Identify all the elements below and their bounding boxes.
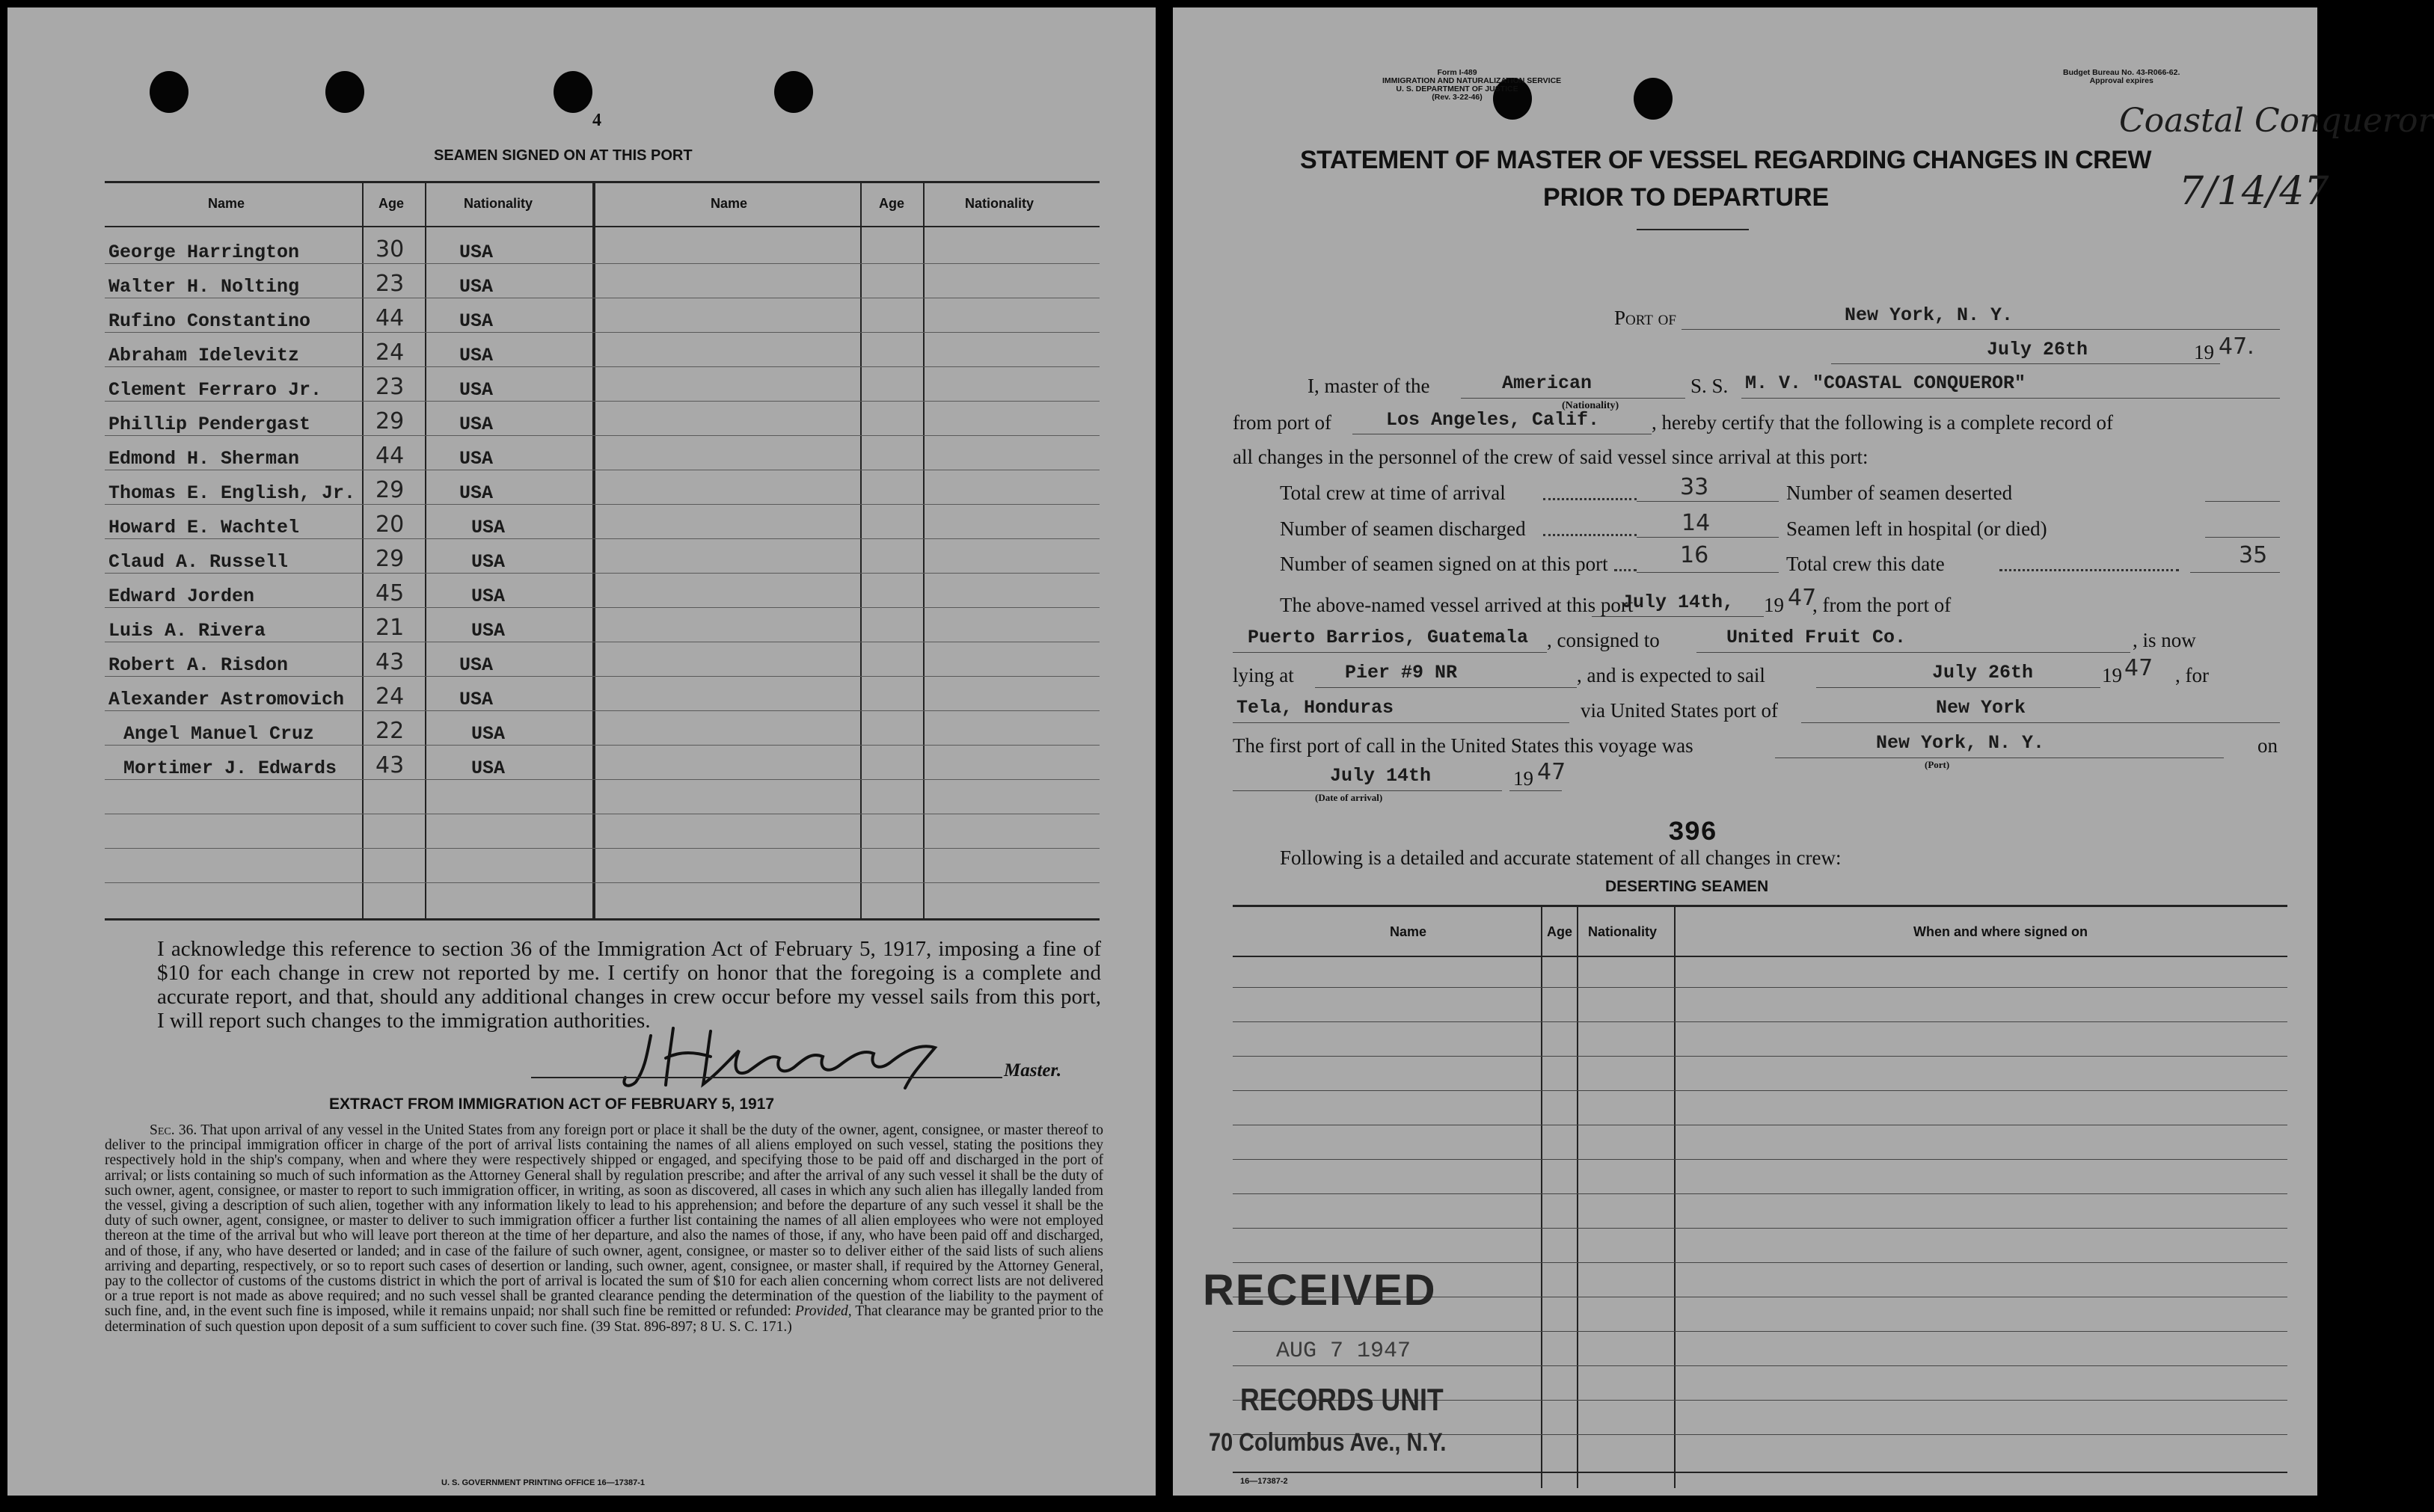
stat-underline xyxy=(1637,572,1779,573)
form-subtitle: PRIOR TO DEPARTURE xyxy=(1543,183,1830,212)
column-divider xyxy=(592,181,595,920)
date-underline xyxy=(1831,363,2220,364)
table-row-line xyxy=(105,538,1100,539)
deserting-table-top xyxy=(1233,905,2287,907)
origin-port: Puerto Barrios, Guatemala xyxy=(1248,627,1529,648)
seaman-nationality: USA xyxy=(459,414,494,435)
extract-section: Sec. 36. xyxy=(150,1122,197,1138)
extract-body xyxy=(105,1123,1103,1335)
table-row-line xyxy=(105,332,1100,333)
column-header-age: Age xyxy=(879,196,905,211)
stat-value-discharged: 14 xyxy=(1682,510,1711,536)
deserting-row-line xyxy=(1233,1056,2287,1057)
seaman-name: Edmond H. Sherman xyxy=(108,448,300,470)
stat-leader xyxy=(1614,569,1637,571)
seaman-age: 44 xyxy=(375,305,405,331)
sail-date: July 26th xyxy=(1932,662,2034,683)
page-number: 4 xyxy=(592,111,601,130)
form-department: U. S. DEPARTMENT OF JUSTICE xyxy=(1396,84,1518,93)
budget-bureau: Budget Bureau No. 43-R066-62. xyxy=(2063,68,2180,77)
consignee-underline xyxy=(1696,652,2130,653)
first-port: New York, N. Y. xyxy=(1876,732,2045,754)
signature-text: JHStreeley xyxy=(778,1013,782,1014)
certify-text: , hereby certify that the following is a complete record of xyxy=(1652,411,2114,434)
acknowledgement-text: I acknowledge this reference to section 36 of the Immigration Act of February 5, 1917, imposing a fine of $10 for each change in crew not reported by me. I certify on honor that the foregoing is a complete and accurate report, and that, should any additional changes in crew occur before my vessel sails from this port, I will report such changes to the immigration authorities. xyxy=(157,937,1101,1033)
first-port-underline xyxy=(1775,757,2224,758)
seaman-name: Clement Ferraro Jr. xyxy=(108,379,322,401)
stat-label: Seamen left in hospital (or died) xyxy=(1786,517,2047,540)
lying-at-label: lying at xyxy=(1233,664,1294,686)
seaman-name: Claud A. Russell xyxy=(108,551,289,573)
seaman-age: 45 xyxy=(375,580,405,606)
master-of-label: I, master of the xyxy=(1308,375,1430,397)
seaman-age: 29 xyxy=(375,408,405,434)
seaman-name: Luis A. Rivera xyxy=(108,620,266,642)
destination-underline xyxy=(1233,722,1569,723)
pier-underline xyxy=(1315,687,1577,688)
stat-underline xyxy=(1637,537,1779,538)
master-label: Master. xyxy=(1004,1060,1062,1081)
punch-hole xyxy=(554,71,592,113)
stat-label: Number of seamen deserted xyxy=(1786,482,2013,504)
stat-underline xyxy=(2190,572,2280,573)
deserting-column-nationality: Nationality xyxy=(1588,924,1658,939)
sail-underline xyxy=(1816,687,2100,688)
port-underline xyxy=(1682,329,2280,330)
seaman-nationality: USA xyxy=(459,689,494,710)
seaman-name: Phillip Pendergast xyxy=(108,414,311,435)
table-row-line xyxy=(105,882,1100,883)
right-page xyxy=(1173,7,2434,1496)
table-row-line xyxy=(105,607,1100,608)
deserting-column-name: Name xyxy=(1390,924,1427,939)
nationality-caption: (Nationality) xyxy=(1562,400,1619,411)
deserting-row-line xyxy=(1233,1159,2287,1160)
deserting-row-line xyxy=(1233,1228,2287,1229)
column-divider xyxy=(362,181,364,920)
stat-leader xyxy=(1543,534,1637,536)
ship-name: M. V. "COASTAL CONQUEROR" xyxy=(1745,372,2026,394)
table-row-line xyxy=(105,573,1100,574)
title-underline xyxy=(1637,229,1749,230)
deserting-row-line xyxy=(1233,1021,2287,1022)
stat-underline xyxy=(2205,537,2280,538)
stat-leader xyxy=(1543,498,1637,500)
seaman-age: 44 xyxy=(375,443,405,469)
deserting-row-line xyxy=(1233,1090,2287,1091)
column-divider xyxy=(923,181,925,920)
departure-date: July 26th xyxy=(1987,339,2088,360)
pier: Pier #9 NR xyxy=(1345,662,1458,683)
from-port-value: Los Angeles, Calif. xyxy=(1386,409,1600,431)
seaman-nationality: USA xyxy=(459,242,494,263)
records-address-stamp: 70 Columbus Ave., N.Y. xyxy=(1209,1428,1447,1457)
arrived-label: The above-named vessel arrived at this port xyxy=(1280,594,1634,616)
punch-hole xyxy=(774,71,813,113)
seaman-age: 21 xyxy=(375,615,405,641)
seaman-age: 20 xyxy=(375,511,405,538)
seaman-nationality: USA xyxy=(459,448,494,470)
budget-approval: Approval expires xyxy=(2089,76,2153,85)
departure-year-prefix: 19 xyxy=(2194,341,2214,363)
column-divider xyxy=(425,181,426,920)
stamped-number: 396 xyxy=(1668,817,1717,848)
on-label: on xyxy=(2257,734,2278,757)
table-bottom-rule xyxy=(105,918,1100,921)
ss-label: S. S. xyxy=(1690,375,1729,397)
table-row-line xyxy=(105,676,1100,677)
table-row-line xyxy=(105,710,1100,711)
table-row-line xyxy=(105,435,1100,436)
seaman-name: Alexander Astromovich xyxy=(108,689,345,710)
seaman-name: George Harrington xyxy=(108,242,300,263)
form-revision: (Rev. 3-22-46) xyxy=(1432,93,1483,102)
seaman-name: Abraham Idelevitz xyxy=(108,345,300,366)
deserting-heading: DESERTING SEAMEN xyxy=(1605,878,1769,895)
deserting-table-bottom xyxy=(1233,1472,2287,1473)
seaman-name: Robert A. Risdon xyxy=(108,654,289,676)
seaman-age: 23 xyxy=(375,271,405,297)
via-port: New York xyxy=(1936,697,2026,719)
seaman-nationality: USA xyxy=(459,310,494,332)
seaman-nationality: USA xyxy=(471,551,506,573)
port-value: New York, N. Y. xyxy=(1845,304,2014,326)
deserting-row-line xyxy=(1233,1331,2287,1332)
from-port-of-label: , from the port of xyxy=(1812,594,1952,616)
handwritten-date: 7/14/47 xyxy=(2179,169,2329,214)
stat-label: Number of seamen discharged xyxy=(1280,517,1526,540)
seaman-name: Howard E. Wachtel xyxy=(108,517,300,538)
first-port-label: The first port of call in the United States this voyage was xyxy=(1233,734,1693,757)
column-header-nationality: Nationality xyxy=(464,196,533,211)
seaman-age: 29 xyxy=(375,546,405,572)
stat-value-total-crew: 35 xyxy=(2239,542,2268,568)
column-header-age: Age xyxy=(378,196,405,211)
printer-line: U. S. GOVERNMENT PRINTING OFFICE 16—17387-1 xyxy=(441,1478,646,1487)
received-stamp: RECEIVED xyxy=(1203,1266,1437,1315)
punch-hole xyxy=(325,71,364,113)
deserting-table-header-rule xyxy=(1233,956,2287,957)
deserting-row-line xyxy=(1233,987,2287,988)
seaman-age: 24 xyxy=(375,339,405,366)
budget-header xyxy=(2063,69,2180,85)
master-signature xyxy=(606,1013,965,1095)
table-row-line xyxy=(105,504,1100,505)
via-label: via United States port of xyxy=(1581,699,1778,722)
handwritten-vessel-name: Coastal Conqueror xyxy=(2119,102,2434,140)
seaman-age: 29 xyxy=(375,477,405,503)
seaman-name: Thomas E. English, Jr. xyxy=(108,482,356,504)
seaman-age: 43 xyxy=(375,752,405,778)
seaman-name: Edward Jorden xyxy=(108,586,255,607)
table-row-line xyxy=(105,779,1100,780)
all-changes-text: all changes in the personnel of the crew of said vessel since arrival at this port: xyxy=(1233,446,1869,468)
first-year-prefix: 19 xyxy=(1513,767,1533,790)
nationality-value: American xyxy=(1502,372,1592,394)
signature-line xyxy=(531,1077,1002,1078)
table-header-rule xyxy=(105,226,1100,227)
column-header-nationality: Nationality xyxy=(965,196,1034,211)
first-year: 47 xyxy=(1537,759,1566,785)
via-underline xyxy=(1801,722,2280,723)
footer-code: 16—17387-2 xyxy=(1240,1477,1288,1486)
punch-hole xyxy=(1634,78,1673,120)
seaman-name: Walter H. Nolting xyxy=(108,276,300,298)
stat-value-total-arrival: 33 xyxy=(1680,474,1709,500)
deserting-column-divider xyxy=(1541,905,1542,1488)
form-title: STATEMENT OF MASTER OF VESSEL REGARDING CHANGES IN CREW xyxy=(1300,146,2151,174)
column-divider xyxy=(860,181,862,920)
nationality-underline xyxy=(1461,398,1685,399)
table-row-line xyxy=(105,366,1100,367)
form-agency: IMMIGRATION AND NATURALIZATION SERVICE xyxy=(1382,76,1562,85)
table-row-line xyxy=(105,745,1100,746)
table-row-line xyxy=(105,848,1100,849)
deserting-row-line xyxy=(1233,1365,2287,1366)
form-header xyxy=(1382,68,1562,102)
extract-text: That upon arrival of any vessel in the United States from any foreign port or place it shall be the duty of the owner, agent, consignee, or master thereof to deliver to the principal immigration officer in charge of the port of arrival lists containing the names of all aliens employed on such vessel, stating the positions they respectively hold in the ship's company, when and where they were respectively shipped or engaged, and specifying those to be paid off and discharged in the port of arrival; or lists containing so much of such information as the Attorney General shall by regulation prescribe; and after the arrival of any such vessel it shall be the duty of such owner, agent, consignee, or master to report to such immigration officer, in writing, as soon as discovered, all cases in which any such alien has illegally landed from the vessel, giving a description of such alien, together with any information likely to lead to his apprehension; and before the departure of any such vessel it shall be the duty of such owner, agent, consignee, or master to deliver to such immigration officer a further list containing the names of all alien employees who were not employed thereon at the time of the arrival but who will leave port thereon at the time of her departure, and also the names of those, if any, who have been paid off and discharged, and of those, if any, who have deserted or landed; and in case of the failure of such owner, agent, consignee, or master so to deliver either of the said lists of such aliens arriving and departing, respectively, or so to report such cases of desertion or landing, such owner, agent, consignee, or master shall, if required by the Attorney General, pay to the collector of customs of the customs district in which the port of arrival is located the sum of $10 for each alien concerning whom correct lists are not delivered or a true report is not made as above required; and no such vessel shall be granted clearance pending the determination of the question of the liability to the payment of such fine, and, in the event such fine is imposed, while it remains unpaid; nor shall such fine be remitted or refunded: xyxy=(105,1122,1103,1320)
date-caption: (Date of arrival) xyxy=(1315,792,1383,803)
extract-provided: Provided, xyxy=(794,1303,852,1320)
seaman-nationality: USA xyxy=(459,482,494,504)
stat-value-signed-on: 16 xyxy=(1680,542,1709,568)
deserting-column-divider xyxy=(1674,905,1676,1488)
left-page xyxy=(7,7,1156,1496)
ship-underline xyxy=(1741,398,2280,399)
deserting-row-line xyxy=(1233,1193,2287,1194)
records-unit-stamp: RECORDS UNIT xyxy=(1240,1382,1444,1417)
consignee: United Fruit Co. xyxy=(1726,627,1907,648)
form-number: Form I-489 xyxy=(1437,68,1477,77)
table-top-rule xyxy=(105,181,1100,183)
seaman-name: Rufino Constantino xyxy=(108,310,311,332)
arrival-year: 47 xyxy=(1788,585,1817,611)
stat-underline xyxy=(2205,501,2280,502)
seaman-name: Mortimer J. Edwards xyxy=(123,757,337,779)
seaman-name: Angel Manuel Cruz xyxy=(123,723,315,745)
arrival-underline xyxy=(1592,616,1764,617)
seaman-nationality: USA xyxy=(459,654,494,676)
stat-label: Total crew at time of arrival xyxy=(1280,482,1506,504)
seaman-nationality: USA xyxy=(471,586,506,607)
port-label: Port of xyxy=(1614,307,1676,329)
seaman-age: 22 xyxy=(375,718,405,744)
stat-underline xyxy=(1637,501,1779,502)
deserting-row-line xyxy=(1233,1262,2287,1263)
punch-hole xyxy=(150,71,188,113)
stat-leader xyxy=(1999,569,2179,571)
deserting-column-signed-on: When and where signed on xyxy=(1913,924,2088,939)
extract-title: EXTRACT FROM IMMIGRATION ACT OF FEBRUARY 5, 1917 xyxy=(329,1095,775,1113)
table-row-line xyxy=(105,401,1100,402)
deserting-column-divider xyxy=(1577,905,1578,1488)
seaman-nationality: USA xyxy=(471,723,506,745)
for-label: , for xyxy=(2175,664,2209,686)
sail-year-prefix: 19 xyxy=(2102,664,2122,686)
column-header-name: Name xyxy=(711,196,748,211)
column-header-name: Name xyxy=(208,196,245,211)
seaman-age: 30 xyxy=(375,236,405,262)
following-text: Following is a detailed and accurate statement of all changes in crew: xyxy=(1280,846,1842,869)
seaman-nationality: USA xyxy=(459,276,494,298)
first-arrival-date: July 14th xyxy=(1330,765,1432,787)
arrival-year-prefix: 19 xyxy=(1764,594,1784,616)
departure-year: 47. xyxy=(2219,334,2254,360)
seaman-age: 43 xyxy=(375,649,405,675)
extract-tail: That clearance may be granted prior to the determination of such question upon deposit of a sum sufficient to cover such fine. (39 Stat. 896-897; 8 U. S. C. 171.) xyxy=(105,1303,1104,1335)
table-row-line xyxy=(105,263,1100,264)
seaman-nationality: USA xyxy=(471,620,506,642)
seaman-age: 24 xyxy=(375,683,405,710)
is-now-label: , is now xyxy=(2133,629,2196,651)
expected-label: , and is expected to sail xyxy=(1577,664,1765,686)
from-port-label: from port of xyxy=(1233,411,1331,434)
consigned-label: , consigned to xyxy=(1547,629,1660,651)
seaman-nationality: USA xyxy=(459,345,494,366)
sail-year: 47 xyxy=(2124,655,2153,681)
stat-label: Number of seamen signed on at this port xyxy=(1280,553,1608,575)
origin-underline xyxy=(1233,652,1547,653)
received-date-stamp: AUG 7 1947 xyxy=(1276,1339,1411,1364)
seaman-nationality: USA xyxy=(459,379,494,401)
stat-label: Total crew this date xyxy=(1786,553,1945,575)
first-date-underline xyxy=(1233,790,1502,791)
section-heading: SEAMEN SIGNED ON AT THIS PORT xyxy=(434,147,693,164)
seaman-nationality: USA xyxy=(471,517,506,538)
deserting-column-age: Age xyxy=(1547,924,1573,939)
arrival-date: July 14th, xyxy=(1622,591,1735,613)
destination: Tela, Honduras xyxy=(1236,697,1394,719)
year-underline xyxy=(1509,790,1562,791)
seaman-age: 23 xyxy=(375,374,405,400)
port-caption: (Port) xyxy=(1925,759,1950,770)
seaman-nationality: USA xyxy=(471,757,506,779)
